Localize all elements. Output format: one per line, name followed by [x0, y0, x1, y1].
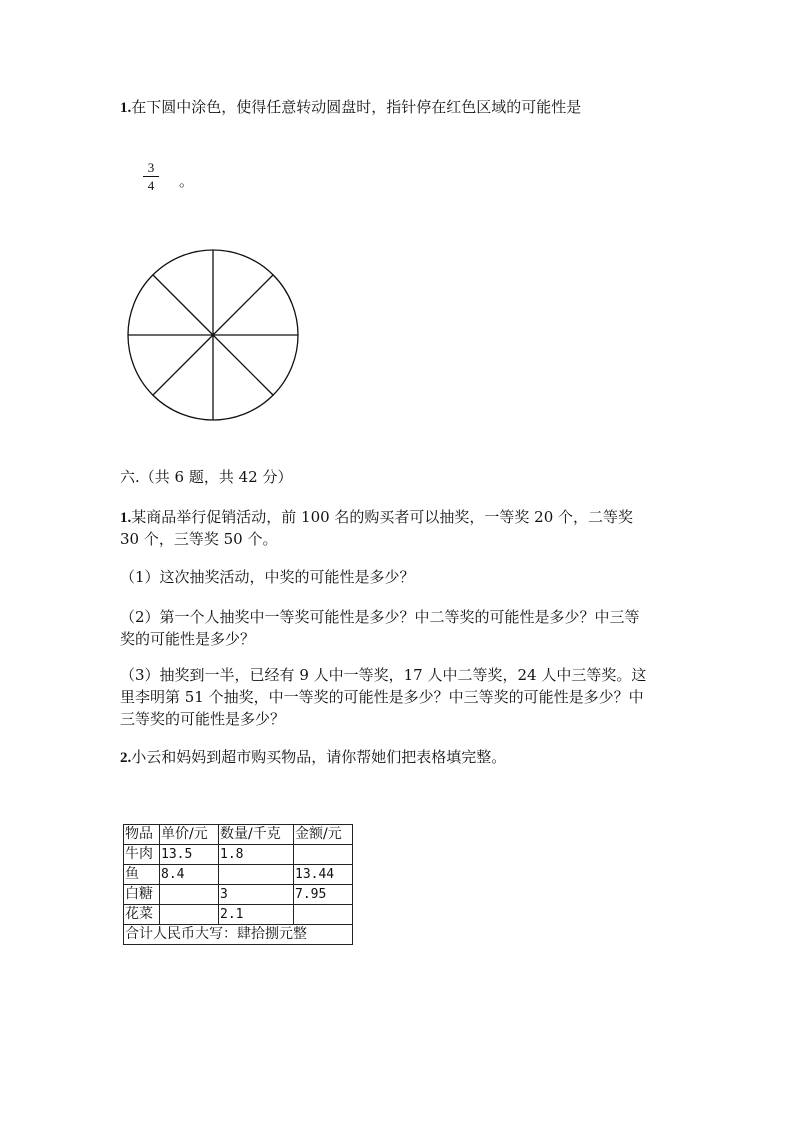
header-cell: 金额/元	[294, 825, 353, 845]
header-cell: 数量/千克	[219, 825, 294, 845]
table-row	[124, 845, 353, 865]
amount-cell[interactable]: 7.95	[294, 885, 353, 905]
q6-1-number: 1.	[120, 510, 132, 526]
item-cell: 牛肉	[124, 845, 160, 865]
table-total-row	[124, 925, 353, 945]
section6-heading: 六.（共 6 题，共 42 分）	[120, 468, 293, 486]
q5-text: 在下圆中涂色，使得任意转动圆盘时，指针停在红色区域的可能性是	[131, 98, 582, 116]
price-cell[interactable]	[160, 905, 219, 925]
goods-table	[123, 824, 353, 945]
item-cell: 白糖	[124, 885, 160, 905]
q6-1-sub2-line2: 奖的可能性是多少？	[120, 630, 256, 648]
price-cell[interactable]: 8.4	[160, 865, 219, 885]
item-cell: 花菜	[124, 905, 160, 925]
q6-2-number: 2.	[120, 750, 132, 766]
q6-1-sub3-line2: 里李明第 51 个抽奖，中一等奖的可能性是多少？中三等奖的可能性是多少？中	[120, 688, 644, 706]
fraction-bar	[143, 176, 159, 177]
q6-2-prompt	[120, 746, 506, 769]
q6-1-sub3-line3: 三等奖的可能性是多少？	[120, 710, 286, 728]
q5-prompt	[120, 96, 581, 119]
spinner-circle[interactable]	[125, 247, 301, 423]
price-cell[interactable]	[160, 885, 219, 905]
fraction-numerator: 3	[147, 160, 155, 175]
table-row	[124, 885, 353, 905]
q6-1-line2: 30 个，三等奖 50 个。	[120, 530, 278, 548]
amount-cell[interactable]: 13.44	[294, 865, 353, 885]
quantity-cell[interactable]	[219, 865, 294, 885]
q6-1-text1: 某商品举行促销活动，前 100 名的购买者可以抽奖，一等奖 20 个，二等奖	[131, 508, 634, 526]
quantity-cell[interactable]: 2.1	[219, 905, 294, 925]
amount-cell[interactable]	[294, 905, 353, 925]
q5-period: 。	[179, 172, 195, 190]
header-cell: 物品	[124, 825, 160, 845]
fraction-denominator: 4	[147, 178, 155, 193]
q6-2-text: 小云和妈妈到超市购买物品，请你帮她们把表格填完整。	[131, 748, 507, 766]
q5-fraction	[143, 160, 159, 193]
table-row	[124, 865, 353, 885]
q6-1-sub1: （1）这次抽奖活动，中奖的可能性是多少？	[120, 568, 415, 586]
quantity-cell[interactable]: 1.8	[219, 845, 294, 865]
quantity-cell[interactable]: 3	[219, 885, 294, 905]
price-cell[interactable]: 13.5	[160, 845, 219, 865]
q6-1-line1	[120, 506, 633, 529]
table-header-row	[124, 825, 353, 845]
amount-cell[interactable]	[294, 845, 353, 865]
circle-dividers	[128, 250, 298, 420]
item-cell: 鱼	[124, 865, 160, 885]
table-row	[124, 905, 353, 925]
header-cell: 单价/元	[160, 825, 219, 845]
total-cell: 合计人民币大写：肆拾捌元整	[124, 925, 353, 945]
q6-1-sub2-line1: （2）第一个人抽奖中一等奖可能性是多少？中二等奖的可能性是多少？中三等	[120, 608, 640, 626]
q5-number: 1.	[120, 100, 132, 116]
q6-1-sub3-line1: （3）抽奖到一半，已经有 9 人中一等奖，17 人中二等奖，24 人中三等奖。这	[120, 666, 647, 684]
